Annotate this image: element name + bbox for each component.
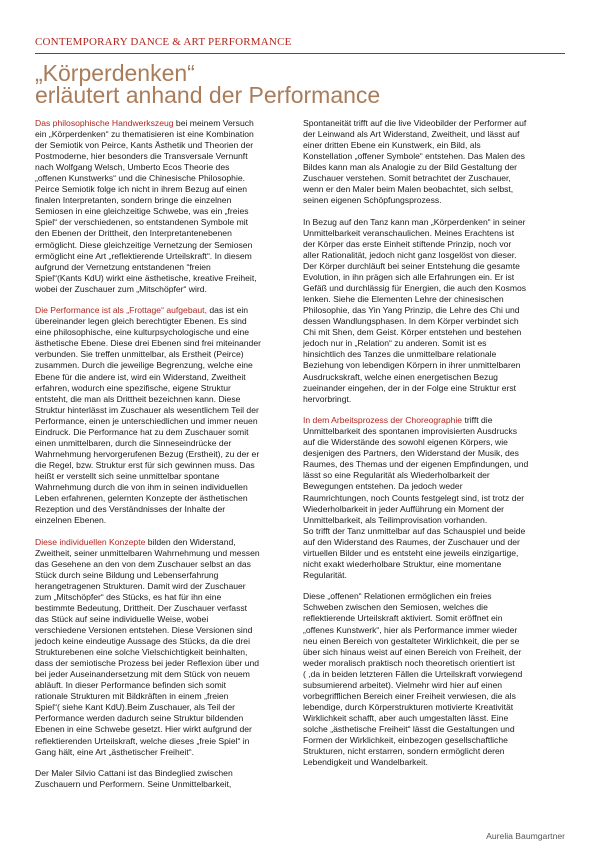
text-line bbox=[35, 360, 297, 371]
line-text: desjenigen des Partners, den Widerstand der Musik, des bbox=[303, 448, 519, 459]
line-text: jedoch keine eindeutige Aussage des Stücks, da die drei bbox=[35, 636, 250, 647]
text-line bbox=[303, 746, 565, 757]
text-line bbox=[35, 614, 297, 625]
line-text: In Bezug auf den Tanz kann man „Körperdenken“ in seiner bbox=[303, 216, 526, 227]
text-line bbox=[35, 736, 297, 747]
line-text: abläuft. In dieser Performance befinden sich somit bbox=[35, 680, 227, 691]
line-text: Wirklichkeit schafft, aber auch umgestalten lässt. Eine bbox=[303, 712, 509, 723]
text-line bbox=[303, 602, 565, 613]
line-text: Spiel“ der verschiedenen, so entstandenen Symbole mit bbox=[35, 217, 249, 228]
text-line bbox=[35, 669, 297, 680]
line-text: lebendige, durch Körperstrukturen motivierte Kreativität bbox=[303, 701, 514, 712]
text-line bbox=[303, 316, 565, 327]
line-text: Konstellation „offener Symbole“ entstehen. Das Malen des bbox=[303, 151, 525, 162]
text-line bbox=[303, 162, 565, 173]
line-text: Leben erfahrenen, gelernten Konzepte der ästhetischen bbox=[35, 493, 248, 504]
line-text: Chi mit Shen, dem Geist. Körper entstehen und bestehen bbox=[303, 327, 522, 338]
text-line bbox=[303, 757, 565, 768]
text-line bbox=[35, 658, 297, 669]
line-text: zum „Mitschöpfer“ des Stücks, es hat für ihn eine bbox=[35, 591, 222, 602]
line-text: Zuschauern und Performern. Seine Unmittelbarkeit, bbox=[35, 779, 232, 790]
line-text: Spontaneität trifft auf die live Videobilder der Performer auf bbox=[303, 118, 527, 128]
line-text: das Stück auf seine individuelle Weise, wobei bbox=[35, 614, 209, 625]
text-line bbox=[303, 526, 565, 537]
line-text: ( ,da in beiden letzteren Fällen die Urteilskraft vorwiegend bbox=[303, 668, 523, 679]
text-line bbox=[35, 162, 297, 173]
text-line bbox=[303, 504, 565, 515]
text-line bbox=[303, 294, 565, 305]
line-text: jedoch nur in „Relation“ zu anderen. Somit ist es bbox=[303, 338, 487, 349]
text-line bbox=[303, 448, 565, 459]
line-text: auf die Widerstände des sowohl eigenen Körpers, wie bbox=[303, 437, 508, 448]
text-line bbox=[303, 118, 565, 129]
text-line bbox=[303, 383, 565, 394]
text-line bbox=[303, 493, 565, 504]
text-line bbox=[35, 570, 297, 581]
text-line bbox=[303, 140, 565, 151]
line-text: wenn er den Maler beim Malen beobachtet, sich selbst, bbox=[303, 184, 514, 195]
text-line bbox=[35, 251, 297, 262]
text-line bbox=[35, 702, 297, 713]
text-line bbox=[35, 416, 297, 427]
paragraph-lead: Die Performance ist als „Frottage“ aufgebaut, bbox=[35, 305, 207, 316]
line-text: nach Wolfgang Welsch, Umberto Ecos Theorie des bbox=[35, 162, 230, 173]
text-line bbox=[303, 459, 565, 470]
line-text: einzelnen Ebenen. bbox=[35, 515, 107, 526]
line-text: zueinander eingehen, der in der Folge eine Struktur erst bbox=[303, 382, 517, 393]
line-text: hervorbringt. bbox=[303, 393, 352, 404]
line-text: reflektierende Urteilskraft aktiviert. Somit eröffnet ein bbox=[303, 613, 503, 624]
line-text: Zweitheit, seiner unmittelbaren Wahrnehmung und messen bbox=[35, 547, 260, 558]
line-text: verbunden. Sie treffen unmittelbar, als Erstheit (Peirce) bbox=[35, 349, 244, 360]
text-line bbox=[35, 372, 297, 383]
line-text: aller Rationalität, jedoch nicht ganz losgelöst von dieser. bbox=[303, 250, 517, 261]
line-text: Struktur hinterlässt im Zuschauer als wesentlichem Teil der bbox=[35, 404, 259, 415]
header-rule bbox=[35, 53, 565, 54]
line-text: Ebene für die andere ist, wird ein Widerstand, Zweitheit bbox=[35, 371, 246, 382]
line-text: trifft die bbox=[462, 415, 493, 426]
line-text: heißt er verstellt sich seine unmittelbar spontane bbox=[35, 470, 220, 481]
line-text: hinsichtlich des Tanzes die unmittelbare relationale bbox=[303, 349, 497, 360]
paragraph bbox=[35, 118, 297, 295]
line-text: Strukturebenen eine solche Vielschichtigkeit beinhalten, bbox=[35, 647, 248, 658]
line-text: einen unmittelbaren, durch die Sinneseindrücke der bbox=[35, 437, 232, 448]
left-column bbox=[35, 118, 297, 801]
text-line bbox=[303, 470, 565, 481]
line-text: subsumierend arbeitet). Vielmehr wird hier auf einen bbox=[303, 679, 503, 690]
line-text: der Leinwand als Art Widerstand, Zweitheit, und lässt auf bbox=[303, 129, 520, 140]
text-line bbox=[303, 437, 565, 448]
line-text: dass der semiotische Prozess bei jeder Reflexion über und bbox=[35, 658, 260, 669]
right-column bbox=[303, 118, 565, 779]
text-line bbox=[35, 327, 297, 338]
text-line bbox=[303, 360, 565, 371]
line-text: das ist ein bbox=[206, 305, 249, 316]
text-line bbox=[303, 658, 565, 669]
text-line bbox=[35, 316, 297, 327]
text-line bbox=[303, 415, 565, 426]
text-line bbox=[35, 118, 297, 129]
line-text: Beziehung von lebendigen Körpern in ihrer unmittelbaren bbox=[303, 360, 521, 371]
line-text: den Ebenen der Drittheit, den Interpretantenebenen bbox=[35, 228, 232, 239]
line-text: das Gesehene an den von dem Zuschauer selbst an das bbox=[35, 558, 251, 569]
text-line bbox=[303, 217, 565, 228]
text-line bbox=[303, 338, 565, 349]
paragraph bbox=[303, 415, 565, 581]
text-line bbox=[303, 515, 565, 526]
text-line bbox=[303, 713, 565, 724]
line-text: herangetragenen Strukturen. Damit wird der Zuschauer bbox=[35, 580, 246, 591]
line-text: Eindruck. Die Performance hat zu dem Zuschauer somit bbox=[35, 426, 249, 437]
text-line bbox=[35, 724, 297, 735]
text-line bbox=[303, 625, 565, 636]
line-text: Raumrichtungen, noch Counts festgelegt sind, ist trotz der bbox=[303, 492, 525, 503]
text-line bbox=[35, 228, 297, 239]
paragraph-lead: Diese individuellen Konzepte bbox=[35, 536, 146, 547]
line-text: Unmittelbarkeit, als Teilimprovisation vorhanden. bbox=[303, 514, 488, 525]
line-text: einer dritten Ebene ein Kunstwerk, ein Bild, als bbox=[303, 140, 481, 151]
line-text: Der Körper durchläuft bei seiner Entstehung die gesamte bbox=[303, 261, 520, 272]
line-text: Wiederholbarkeit in jeder Aufführung ein Moment der bbox=[303, 503, 504, 514]
line-text: solche „ästhetische Freiheit“ lässt die Gestaltungen und bbox=[303, 723, 515, 734]
line-text: erfahren, wodurch eine spezifische, eigene Struktur bbox=[35, 382, 231, 393]
text-line bbox=[303, 394, 565, 405]
text-line bbox=[303, 636, 565, 647]
text-line bbox=[35, 482, 297, 493]
text-line bbox=[303, 349, 565, 360]
text-line bbox=[303, 570, 565, 581]
line-text: Unmittelbarkeit des spontanen improvisierten Ausdrucks bbox=[303, 426, 517, 437]
line-text: entsteht, die man als Drittheit bezeichnen kann. Diese bbox=[35, 393, 241, 404]
text-line bbox=[303, 559, 565, 570]
text-line bbox=[35, 129, 297, 140]
line-text: bilden den Widerstand, bbox=[145, 536, 236, 547]
text-line bbox=[303, 735, 565, 746]
title-line-2: erläutert anhand der Performance bbox=[35, 82, 381, 108]
text-line bbox=[303, 426, 565, 437]
text-line bbox=[35, 493, 297, 504]
text-line bbox=[35, 394, 297, 405]
paragraph bbox=[35, 768, 297, 790]
line-text: „offenen Kunstwerks“ und die Chinesische Philosophie. bbox=[35, 173, 246, 184]
line-text: Ausdruckskraft, welche einen energetischen Bezug bbox=[303, 371, 498, 382]
text-line bbox=[35, 349, 297, 360]
text-line bbox=[35, 603, 297, 614]
text-line bbox=[35, 548, 297, 559]
text-line bbox=[303, 283, 565, 294]
text-line bbox=[303, 691, 565, 702]
text-line bbox=[303, 613, 565, 624]
line-text: rationale Strukturen mit Bildkräften in einem „freien bbox=[35, 691, 229, 702]
line-text: Performance, einen je unterschiedlichen und immer neuen bbox=[35, 415, 258, 426]
line-text: bestimmte Bedeutung, Drittheit. Der Zuschauer verfasst bbox=[35, 602, 248, 613]
line-text: finalen Interpretanten, sondern bringe die einzelnen bbox=[35, 195, 232, 206]
text-line bbox=[35, 460, 297, 471]
text-line bbox=[35, 206, 297, 217]
line-text: verschiedene Versionen entstehen. Diese Versionen sind bbox=[35, 625, 253, 636]
line-text: Rezeption und des Verständnisses der Inhalte der bbox=[35, 504, 226, 515]
text-line bbox=[35, 151, 297, 162]
text-line bbox=[303, 250, 565, 261]
text-line bbox=[303, 548, 565, 559]
text-line bbox=[35, 680, 297, 691]
paragraph bbox=[35, 537, 297, 758]
line-text: nicht exakt wiederholbare Struktur, eine momentane bbox=[303, 558, 502, 569]
text-line bbox=[303, 680, 565, 691]
text-line bbox=[303, 305, 565, 316]
line-text: So trifft der Tanz unmittelbar auf das Schauspiel und beide bbox=[303, 525, 526, 536]
text-line bbox=[303, 591, 565, 602]
text-line bbox=[303, 129, 565, 140]
line-text: ein „Körperdenken“ zu thematisieren ist eine Kombination bbox=[35, 129, 254, 140]
text-line bbox=[303, 327, 565, 338]
text-line bbox=[35, 537, 297, 548]
line-text: Ebenen in eine Schwebe gesetzt. Hier wirkt aufgrund der bbox=[35, 724, 252, 735]
paragraph bbox=[35, 305, 297, 526]
article-title bbox=[35, 62, 575, 106]
text-line bbox=[303, 702, 565, 713]
text-line bbox=[303, 261, 565, 272]
line-text: der Körper das erste Einheit stiftende Prinzip, noch vor bbox=[303, 238, 512, 249]
line-text: „offenes Kunstwerk“, hier als Performance immer wieder bbox=[303, 624, 518, 635]
author-name: Aurelia Baumgartner bbox=[486, 831, 565, 841]
text-line bbox=[35, 691, 297, 702]
line-text: Stück durch seine Bildung und Lebenserfahrung bbox=[35, 569, 219, 580]
line-text: Postmoderne, hier besonders die Transversale Vernunft bbox=[35, 151, 248, 162]
text-line bbox=[35, 427, 297, 438]
paragraph bbox=[303, 118, 565, 206]
line-text: ermöglicht. Diese gleichzeitige Vernetzung der Semiosen bbox=[35, 239, 253, 250]
line-text: wobei der Zuschauer zum „Mitschöpfer“ wird. bbox=[35, 283, 207, 294]
text-line bbox=[35, 273, 297, 284]
line-text: Strukturen, nicht erstarren, sondern ermöglicht deren bbox=[303, 746, 505, 757]
section-kicker: CONTEMPORARY DANCE & ART PERFORMANCE bbox=[35, 36, 292, 48]
line-text: lässt so eine Regularität als Wiederholbarkeit der bbox=[303, 470, 490, 481]
line-text: über sich hinaus weist auf einen Bereich von Freiheit, der bbox=[303, 646, 522, 657]
line-text: ästhetische Ebene. Diese drei Ebenen sind frei miteinander bbox=[35, 338, 261, 349]
text-line bbox=[303, 173, 565, 184]
text-line bbox=[303, 272, 565, 283]
text-line bbox=[303, 481, 565, 492]
line-text: Unmittelbarkeit veranschaulichen. Meines Erachtens ist bbox=[303, 227, 515, 238]
text-line bbox=[35, 779, 297, 790]
line-text: auf den Widerstand des Raumes, der Zuschauer und der bbox=[303, 536, 520, 547]
line-text: Der Maler Silvio Cattani ist das Bindeglied zwischen bbox=[35, 768, 233, 779]
text-line bbox=[35, 240, 297, 251]
line-text: Gefäß und durchlässig für Energien, die auch den Kosmos bbox=[303, 283, 527, 294]
line-text: aufgrund der Vernetzung entstandenen “freien bbox=[35, 261, 211, 272]
text-line bbox=[35, 647, 297, 658]
line-text: Semiosen in eine gleichzeitige Schwebe, was ein „freies bbox=[35, 206, 249, 217]
text-line bbox=[303, 184, 565, 195]
line-text: vorbegrifflichen Bereich einer Freiheit verwiesen, die als bbox=[303, 690, 516, 701]
text-line bbox=[303, 647, 565, 658]
line-text: Zuschauer verstehen. Somit betrachtet der Zuschauer, bbox=[303, 173, 511, 184]
text-line bbox=[35, 195, 297, 206]
text-line bbox=[303, 669, 565, 680]
line-text: übereinander legen gleich berechtigter Ebenen. Es sind bbox=[35, 316, 247, 327]
line-text: Raumes, des Themas und der eigenen Empfindungen, und bbox=[303, 459, 529, 470]
line-text: Lebendigkeit und Wandelbarkeit. bbox=[303, 757, 428, 768]
text-line bbox=[35, 625, 297, 636]
text-line bbox=[35, 471, 297, 482]
line-text: eine philosophische, eine kulturpsychologische und eine bbox=[35, 327, 250, 338]
text-line bbox=[35, 338, 297, 349]
line-text: ermöglicht eine Art „reflektierende Urteilskraft“. In diesem bbox=[35, 250, 252, 261]
paragraph-lead: In dem Arbeitsprozess der Choreographie bbox=[303, 415, 463, 426]
text-line bbox=[35, 173, 297, 184]
text-line bbox=[35, 184, 297, 195]
line-text: virtuellen Bilder und es entsteht eine jeweils einzigartige, bbox=[303, 547, 519, 558]
text-line bbox=[35, 262, 297, 273]
text-line bbox=[35, 592, 297, 603]
line-text: neu einen Bereich von gestalteter Wirklichkeit, die per se bbox=[303, 635, 520, 646]
text-line bbox=[35, 305, 297, 316]
line-text: zusammen. Durch die jeweilige Begrenzung, welche eine bbox=[35, 360, 253, 371]
text-line bbox=[35, 559, 297, 570]
text-line bbox=[35, 747, 297, 758]
text-line bbox=[35, 217, 297, 228]
text-line bbox=[303, 228, 565, 239]
line-text: Bildes kann man als Analogie zu der Bild Gestaltung der bbox=[303, 162, 518, 173]
paragraph bbox=[303, 591, 565, 768]
line-text: der Semiotik von Peirce, Kants Ästhetik und Theorien der bbox=[35, 140, 254, 151]
line-text: bei meinem Versuch bbox=[173, 118, 254, 128]
line-text: dessen Wandlungsphasen. In dem Körper verbindet sich bbox=[303, 316, 519, 327]
title-line-1: „Körperdenken“ bbox=[35, 60, 195, 86]
line-text: Diese „offenen“ Relationen ermöglichen ein freies bbox=[303, 591, 492, 602]
text-line bbox=[35, 504, 297, 515]
text-line bbox=[35, 636, 297, 647]
text-line bbox=[303, 195, 565, 206]
line-text: Formen der Wirklichkeit, einbezogen gesellschaftliche bbox=[303, 734, 508, 745]
line-text: Bewegungen entstehen. Da jedoch weder bbox=[303, 481, 463, 492]
text-line bbox=[303, 239, 565, 250]
text-line bbox=[303, 537, 565, 548]
text-line bbox=[303, 372, 565, 383]
text-line bbox=[35, 140, 297, 151]
text-line bbox=[35, 768, 297, 779]
text-line bbox=[35, 581, 297, 592]
text-line bbox=[303, 151, 565, 162]
text-line bbox=[35, 713, 297, 724]
text-line bbox=[35, 405, 297, 416]
text-line bbox=[303, 724, 565, 735]
line-text: Gang hält, eine Art „ästhetischer Freiheit“. bbox=[35, 746, 195, 757]
line-text: lenken. Siehe die Elementen Lehre der chinesischen bbox=[303, 294, 504, 305]
text-line bbox=[35, 383, 297, 394]
text-line bbox=[35, 515, 297, 526]
line-text: Wahrnehmung durch die von ihm in seinen individuellen bbox=[35, 482, 248, 492]
line-text: Regularität. bbox=[303, 569, 347, 580]
line-text: weder moralisch praktisch noch theoretisch orientiert ist bbox=[303, 657, 515, 668]
text-line bbox=[35, 449, 297, 460]
line-text: Performance werden dadurch seine Struktur bildenden bbox=[35, 713, 244, 724]
line-text: Evolution, in ihn prägen sich alle Erfahrungen ein. Er ist bbox=[303, 272, 515, 283]
line-text: seinen eigenen Schöpfungsprozess. bbox=[303, 195, 442, 206]
line-text: Spiel“(Kants KdU) wirkt eine ästhetische, kreative Freiheit, bbox=[35, 272, 257, 283]
paragraph-lead: Das philosophische Handwerkszeug bbox=[35, 118, 174, 128]
line-text: die Regel, bzw. Struktur erst für sich gewinnen muss. Das bbox=[35, 459, 255, 470]
line-text: reflektierenden Urteilskraft, welche dieses „freie Spiel“ in bbox=[35, 735, 250, 746]
paragraph bbox=[303, 217, 565, 405]
line-text: Wahrnehmung hervorgerufenen Bezug (Erstheit), zu der er bbox=[35, 448, 260, 459]
line-text: bei jeder Auseinandersetzung mit dem Stück von neuem bbox=[35, 669, 250, 680]
line-text: Schweben zwischen den Semiosen, welches die bbox=[303, 602, 488, 613]
line-text: Philosophie, das Yin Yang Prinzip, die Lehre des Chi und bbox=[303, 305, 520, 316]
text-line bbox=[35, 284, 297, 295]
line-text: Spiel“( siehe Kant KdU).Beim Zuschauer, als Teil der bbox=[35, 702, 235, 713]
line-text: Peirce Semiotik folge ich nicht in ihrem Bezug auf einen bbox=[35, 184, 248, 195]
text-line bbox=[35, 438, 297, 449]
